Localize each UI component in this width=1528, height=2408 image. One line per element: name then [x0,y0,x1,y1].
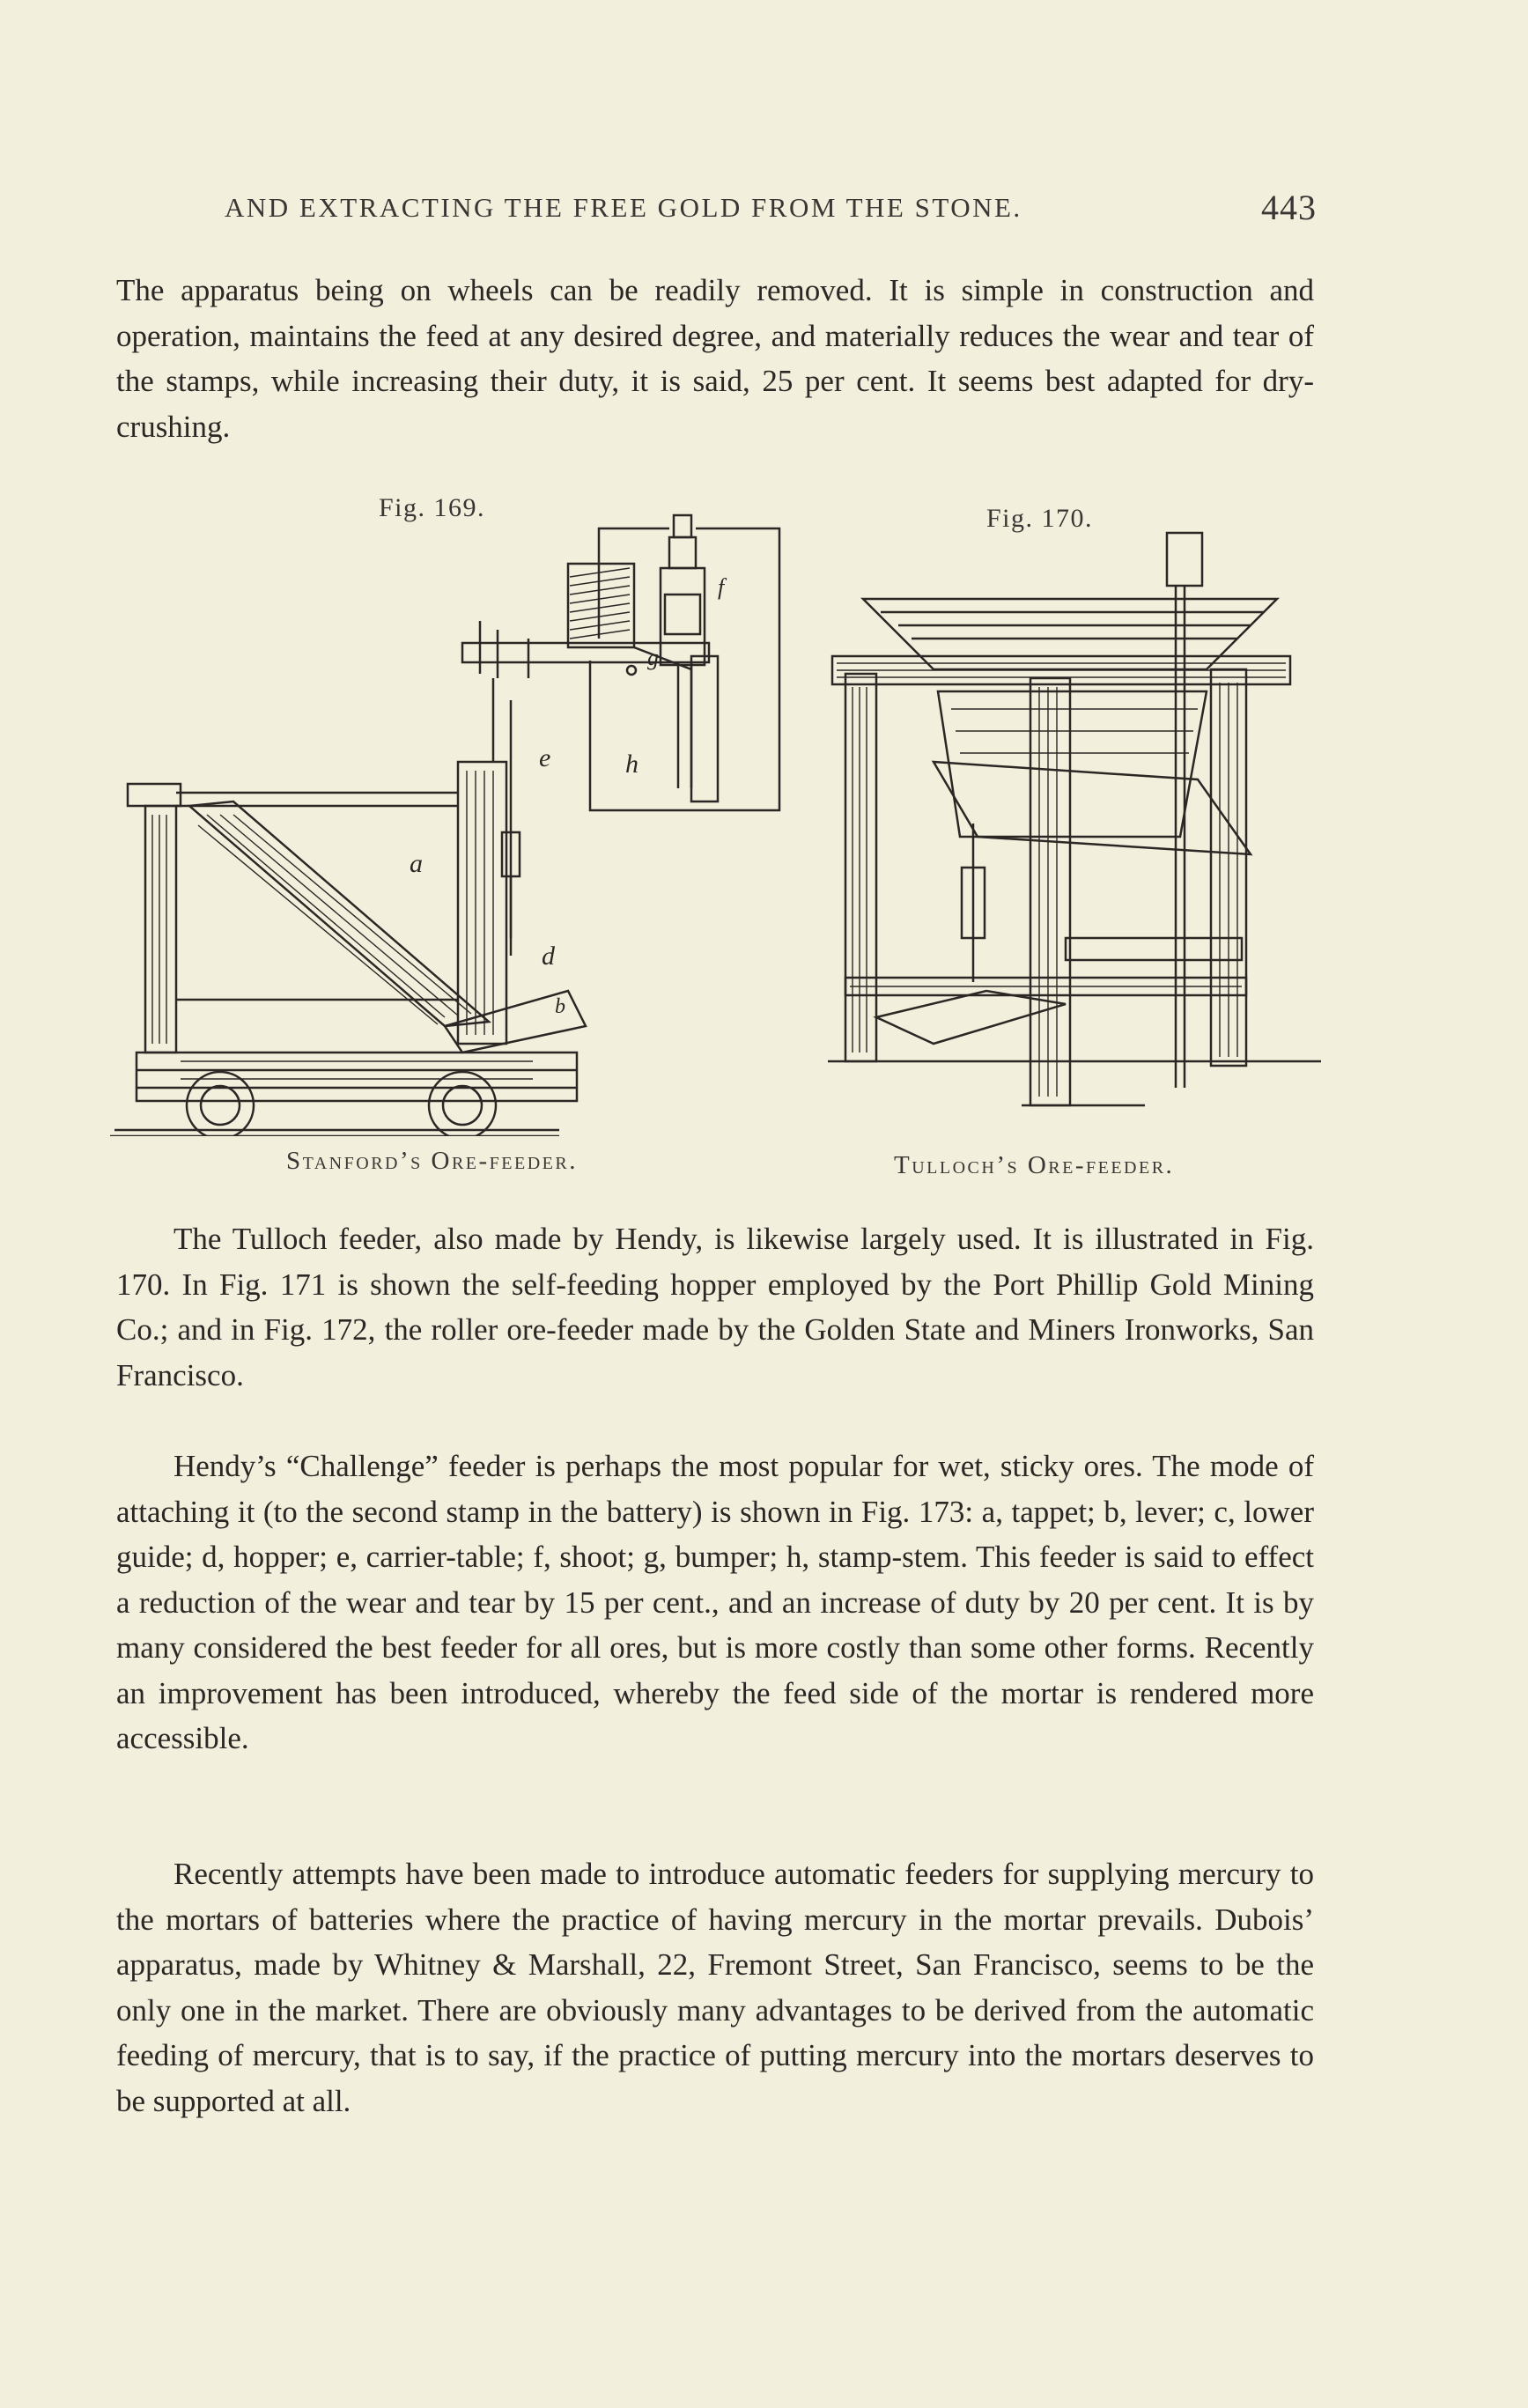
running-head [225,188,1317,227]
stanford-ore-feeder-illustration [110,498,797,1136]
body-paragraph-challenge: Hendy’s “Challenge” feeder is perhaps the most popular for wet, sticky ores. The mode of attaching it (to the second stamp in the battery) is shown in Fig. 173: a, tappet; b, lever; c, lower guide; d, hopper; e, carrier-table; f, shoot; g, bumper; h, stamp-stem. This feeder is said to effect a reduction of the wear and tear by 15 per cent., and an increase of duty by 20 per cent. It is by many considered the best feeder for all ores, but is more costly than some other forms. Recently an improvement has been introduced, whereby the feed side of the mortar is rendered more accessible. [116,1449,1314,1755]
fig169-letter-e: e [539,743,551,772]
fig169-letter-h: h [625,750,639,779]
page-number: 443 [1261,188,1317,227]
fig169-letter-d: d [542,942,555,971]
body-paragraph-tulloch: The Tulloch feeder, also made by Hendy, is likewise largely used. It is illustrated in Fig. 170. In Fig. 171 is shown the self-feeding hopper employed by the Port Phillip Gold Mining Co.; and in Fig. 172, the roller ore-feeder made by the Golden State and Miners Ironworks, San Francisco. [116,1222,1314,1392]
body-paragraph-mercury: Recently attempts have been made to introduce automatic feeders for supplying mercury to the mortars of batteries where the practice of having mercury in the mortar prevails. Dubois’ apparatus, made by Whitney & Marshall, 22, Fremont Street, San Francisco, seems to be the only one in the market. There are obviously many advantages to be derived from the automatic feeding of mercury, that is to say, if the practice of putting mercury into the mortars deserves to be supported at all. [116,1857,1314,2118]
fig169-letter-b: b [555,995,565,1018]
fig-169-caption: Stanford’s Ore-feeder. [286,1147,578,1175]
fig-170-caption: Tulloch’s Ore-feeder. [894,1151,1175,1179]
fig169-letter-a: a [410,849,423,878]
fig169-letter-f: f [718,574,725,600]
running-title: AND EXTRACTING THE FREE GOLD FROM THE STONE. [225,192,1022,223]
tulloch-ore-feeder-illustration [828,524,1321,1123]
intro-paragraph: The apparatus being on wheels can be readily removed. It is simple in construction and operation, maintains the feed at any desired degree, and materially reduces the wear and tear of the stamps, while increasing their duty, it is said, 25 per cent. It seems best adapted for dry-crushing. [116,273,1314,444]
fig-170-label: Fig. 170. [986,504,1094,533]
fig169-letter-g: g [647,645,659,670]
fig-169-label: Fig. 169. [379,493,486,522]
